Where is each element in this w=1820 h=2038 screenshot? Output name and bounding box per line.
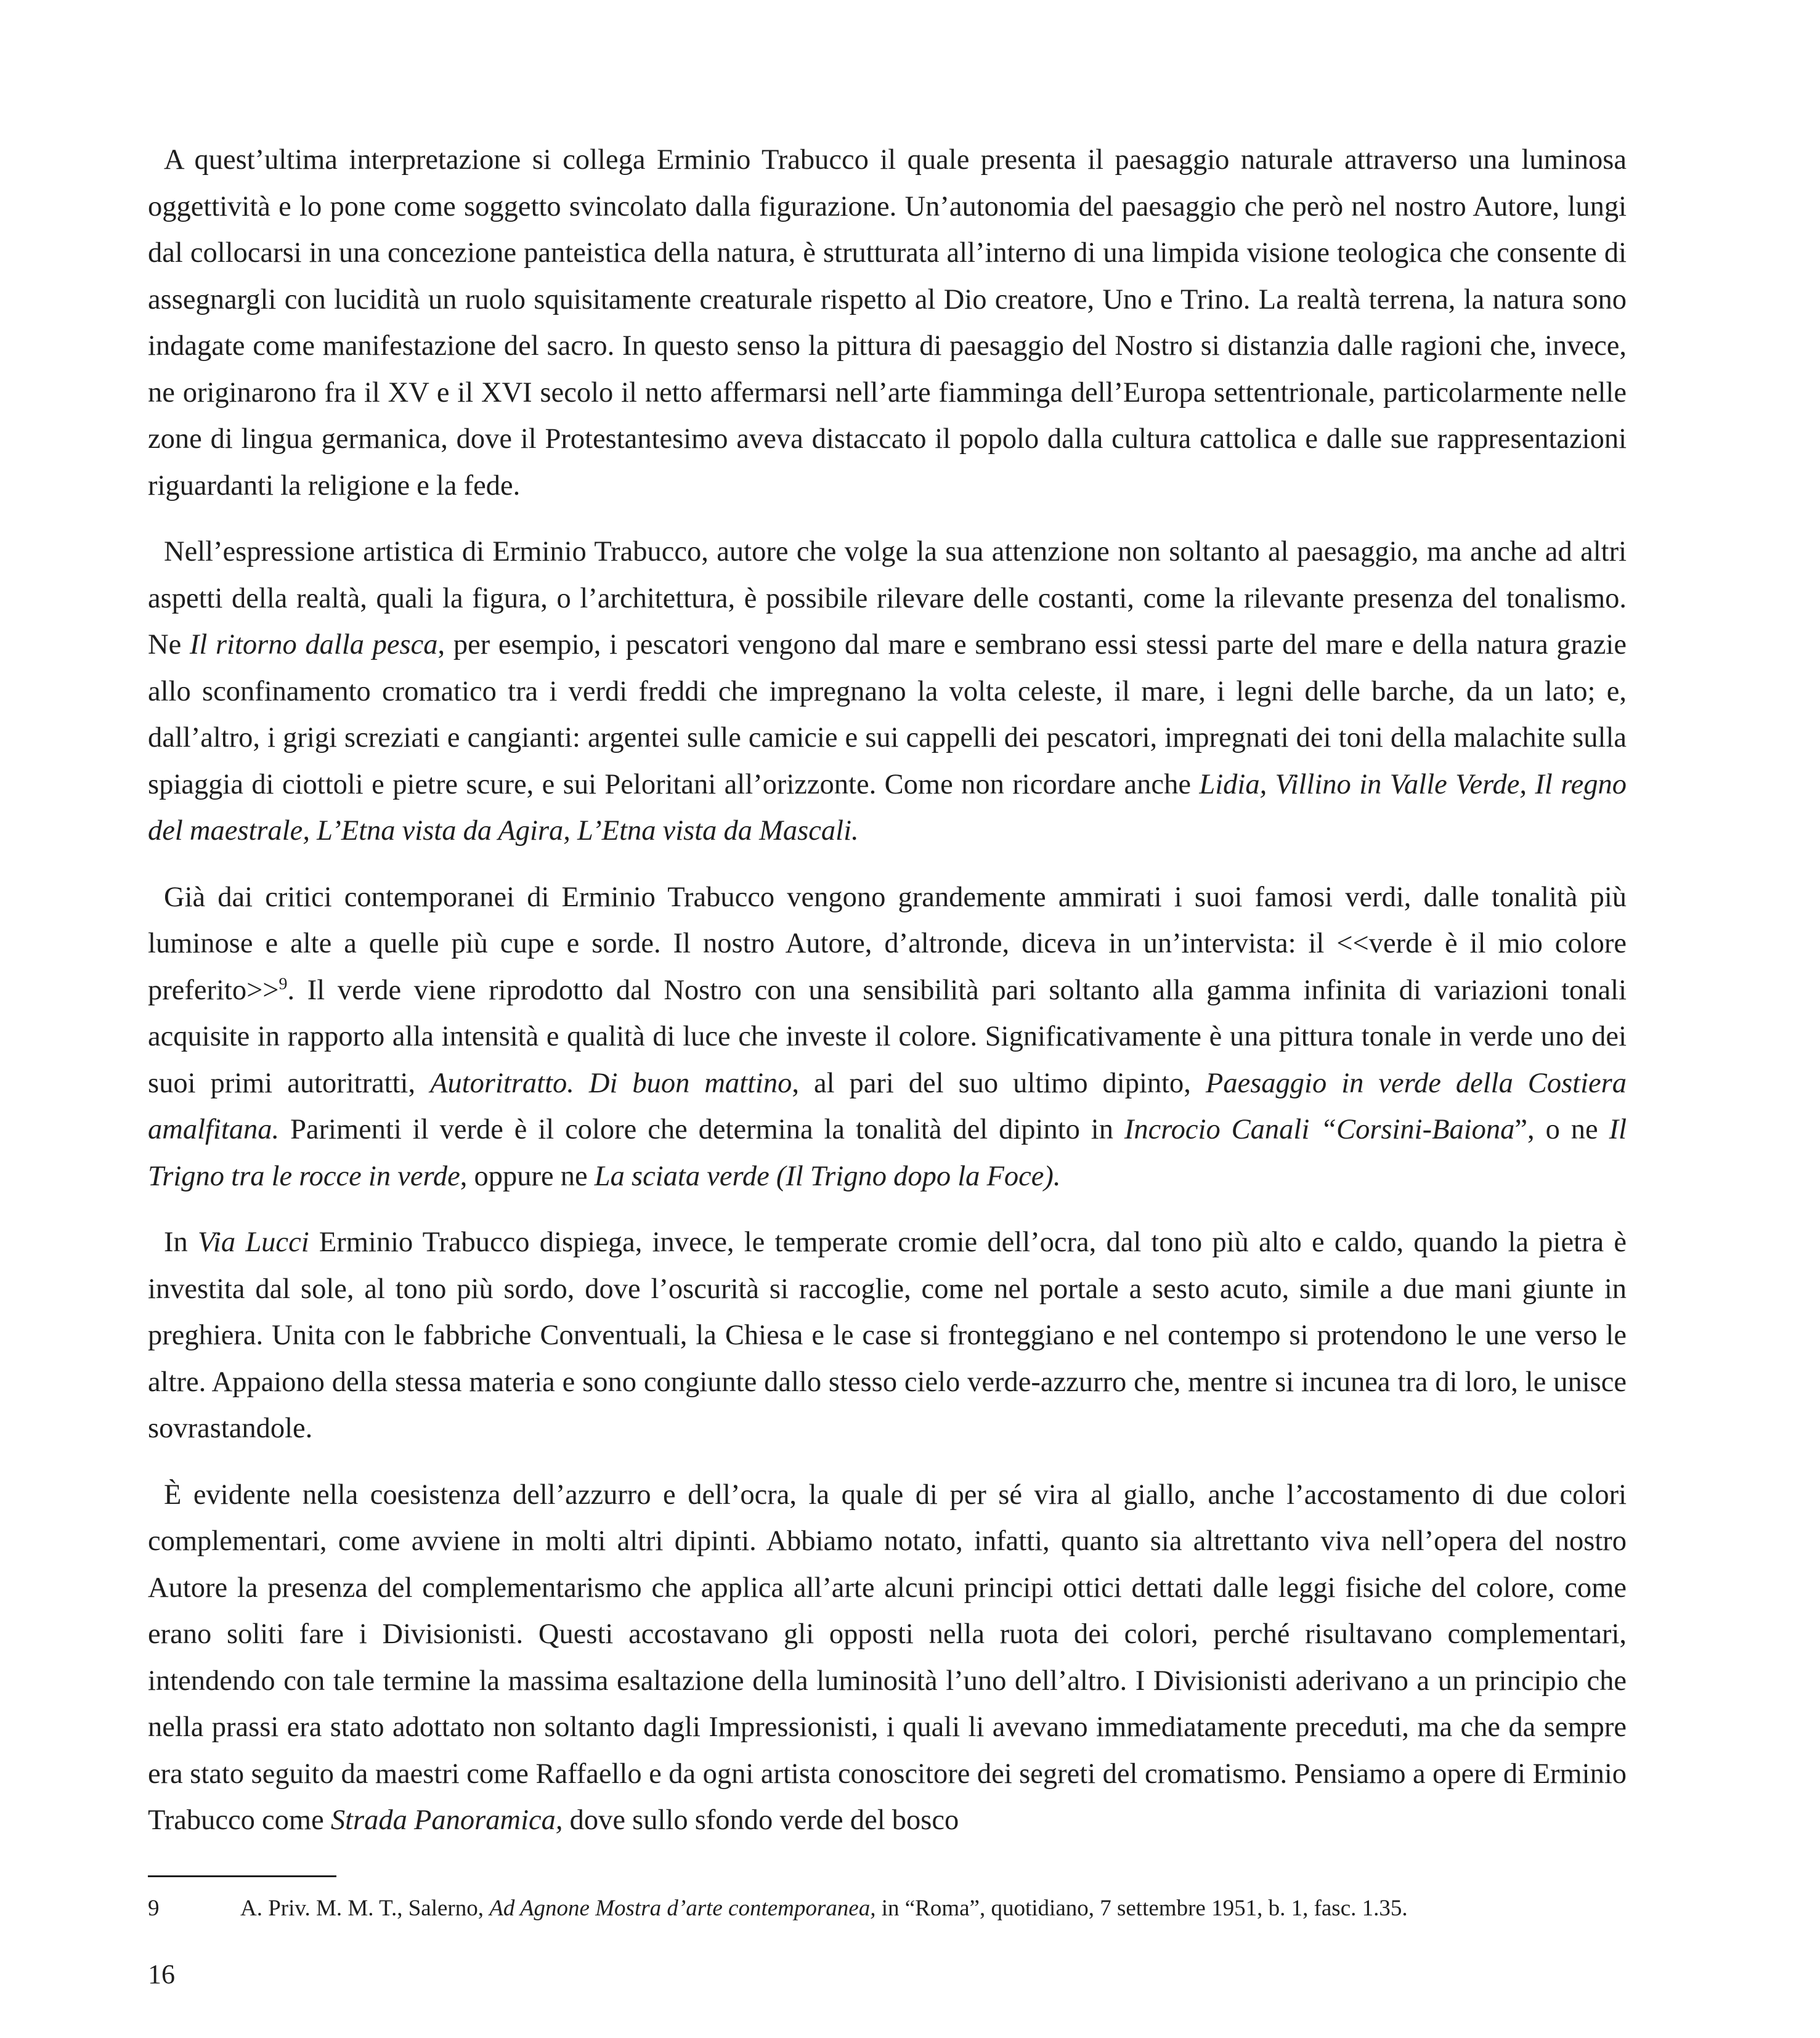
italic-title: Incrocio Canali “Corsini-Baiona bbox=[1124, 1114, 1515, 1145]
page-number: 16 bbox=[148, 1959, 175, 1989]
text-run: , per esempio, i pescatori vengono dal mare e sembrano essi stessi parte del mare e della natura grazie allo sconfinamento cromatico tra i verdi freddi che impregnano la volta celeste, il mare, i legni delle barche, da un lato; e, dall’altro, i grigi screziati e cangianti: argentei sulle camicie e sui cappelli dei pescatori, impregnati dei toni della malachite sulla spiaggia di ciottoli e pietre scure, e sui Peloritani all’orizzonte. Come non ricordare anche bbox=[148, 629, 1627, 800]
text-run: Nell’espressione artistica di Erminio Trabucco, autore che volge la sua attenzione non soltanto al paesaggio, ma anche ad altri aspetti della realtà, quali la figura, o l’architettura, è possibile rilevare delle costanti, come la rilevante presenza del tonalismo. Ne bbox=[148, 536, 1627, 660]
text-run: ”, o ne bbox=[1514, 1114, 1609, 1145]
text-run: A. Priv. M. M. T., Salerno, bbox=[240, 1896, 490, 1921]
italic-title: Il Trigno tra le rocce in verde bbox=[148, 1114, 1627, 1192]
paragraph bbox=[148, 137, 1627, 509]
paragraph bbox=[148, 1472, 1627, 1844]
paragraph bbox=[148, 529, 1627, 855]
footnote-reference: 9 bbox=[278, 974, 288, 993]
text-run: , al pari del suo ultimo dipinto, bbox=[792, 1067, 1206, 1099]
text-run: . Il verde viene riprodotto dal Nostro con una sensibilità pari soltanto alla gamma infinita di variazioni tonali acquisite in rapporto alla intensità e qualità di luce che investe il colore. Significativamente è una pittura tonale in verde uno dei suoi primi autoritratti, bbox=[148, 974, 1627, 1099]
footnote-text bbox=[240, 1894, 1408, 1923]
italic-title: Lidia, Villino in Valle Verde, Il regno del maestrale, L’Etna vista da Agira, L’Etna vista da Mascali. bbox=[148, 768, 1627, 846]
text-run: In bbox=[164, 1227, 198, 1258]
italic-title: Il ritorno dalla pesca bbox=[189, 629, 438, 660]
italic-title: Via Lucci bbox=[197, 1227, 309, 1258]
paragraph bbox=[148, 874, 1627, 1200]
italic-title: Strada Panoramica, bbox=[330, 1805, 563, 1836]
italic-title: Paesaggio in verde della Costiera amalfitana. bbox=[148, 1067, 1627, 1145]
paragraph bbox=[148, 1219, 1627, 1452]
text-run: in “Roma”, quotidiano, 7 settembre 1951, b. 1, fasc. 1.35. bbox=[875, 1896, 1408, 1921]
text-run: Parimenti il verde è il colore che determina la tonalità del dipinto in bbox=[279, 1114, 1124, 1145]
text-run: A quest’ultima interpretazione si collega Erminio Trabucco il quale presenta il paesaggio naturale attraverso una luminosa oggettività e lo pone come soggetto svincolato dalla figurazione. Un’autonomia del paesaggio che però nel nostro Autore, lungi dal collocarsi in una concezione panteistica della natura, è strutturata all’interno di una limpida visione teologica che consente di assegnargli con lucidità un ruolo squisitamente creaturale rispetto al Dio creatore, Uno e Trino. La realtà terrena, la natura sono indagate come manifestazione del sacro. In questo senso la pittura di paesaggio del Nostro si distanzia dalle ragioni che, invece, ne originarono fra il XV e il XVI secolo il netto affermarsi nell’arte fiamminga dell’Europa settentrionale, particolarmente nelle zone di lingua germanica, dove il Protestantesimo aveva distaccato il popolo dalla cultura cattolica e dalle sue rappresentazioni riguardanti la religione e la fede. bbox=[148, 144, 1627, 501]
body-text bbox=[148, 137, 1627, 1864]
footnote-number: 9 bbox=[148, 1896, 160, 1921]
italic-title: La sciata verde (Il Trigno dopo la Foce). bbox=[594, 1160, 1061, 1192]
text-run: Erminio Trabucco dispiega, invece, le temperate cromie dell’ocra, dal tono più alto e caldo, quando la pietra è investita dal sole, al tono più sordo, dove l’oscurità si raccoglie, come nel portale a sesto acuto, simile a due mani giunte in preghiera. Unita con le fabbriche Conventuali, la Chiesa e le case si fronteggiano e nel contempo si protendono le une verso le altre. Appaiono della stessa materia e sono congiunte dallo stesso cielo verde-azzurro che, mentre si incunea tra di loro, le unisce sovrastandole. bbox=[148, 1227, 1627, 1444]
text-run: , oppure ne bbox=[460, 1160, 595, 1192]
text-run: Già dai critici contemporanei di Erminio Trabucco vengono grandemente ammirati i suoi famosi verdi, dalle tonalità più luminose e alte a quelle più cupe e sorde. Il nostro Autore, d’altronde, diceva in un’intervista: il <<verde è il mio colore preferito>> bbox=[148, 881, 1627, 1006]
footnote-separator bbox=[148, 1875, 336, 1877]
text-run: È evidente nella coesistenza dell’azzurro e dell’ocra, la quale di per sé vira al giallo, anche l’accostamento di due colori complementari, come avviene in molti altri dipinti. Abbiamo notato, infatti, quanto sia altrettanto viva nell’opera del nostro Autore la presenza del complementarismo che applica all’arte alcuni principi ottici dettati dalle leggi fisiche del colore, come erano soliti fare i Divisionisti. Questi accostavano gli opposti nella ruota dei colori, perché risultavano complementari, intendendo con tale termine la massima esaltazione della luminosità l’uno dell’altro. I Divisionisti aderivano a un principio che nella prassi era stato adottato non soltanto dagli Impressionisti, i quali li avevano immediatamente preceduti, ma che da sempre era stato seguito da maestri come Raffaello e da ogni artista conoscitore dei segreti del cromatismo. Pensiamo a opere di Erminio Trabucco come bbox=[148, 1479, 1627, 1836]
italic-title: Autoritratto. Di buon mattino bbox=[430, 1067, 792, 1099]
italic-title: Ad Agnone Mostra d’arte contemporanea, bbox=[489, 1896, 876, 1921]
text-run: dove sullo sfondo verde del bosco bbox=[563, 1805, 959, 1836]
